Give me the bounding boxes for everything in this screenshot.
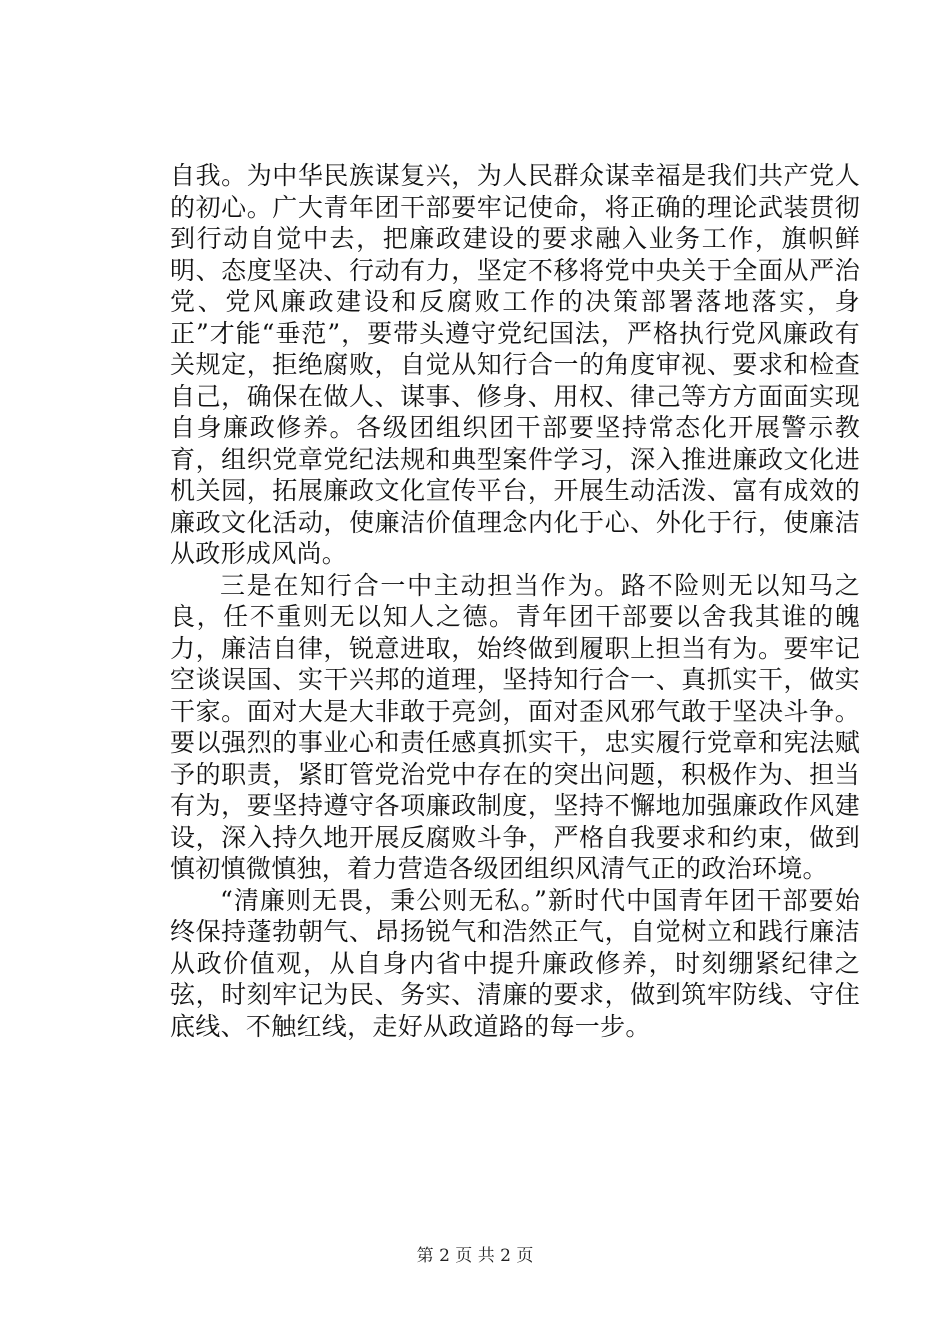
page-footer: 第 2 页 共 2 页 xyxy=(416,1246,534,1266)
paragraph-continuation: 自我。为中华民族谋复兴，为人民群众谋幸福是我们共产党人的初心。广大青年团干部要牢记使命，将正确的理论武装贯彻到行动自觉中去，把廉政建设的要求融入业务工作，旗帜鲜明、态度坚决、行动有力，坚定不移将党中央关于全面从严治党、党风廉政建设和反腐败工作的决策部署落地落实，身正”才能“垂范”，要带头遵守党纪国法，严格执行党风廉政有关规定，拒绝腐败，自觉从知行合一的角度审视、要求和检查自己，确保在做人、谋事、修身、用权、律己等方方面面实现自身廉政修养。各级团组织团干部要坚持常态化开展警示教育，组织党章党纪法规和典型案件学习，深入推进廉政文化进机关园，拓展廉政文化宣传平台，开展生动活泼、富有成效的廉政文化活动，使廉洁价值理念内化于心、外化于行，使廉洁从政形成风尚。 xyxy=(170,161,860,568)
paragraph-conclusion: “清廉则无畏，秉公则无私。”新时代中国青年团干部要始终保持蓬勃朝气、昂扬锐气和浩然正气，自觉树立和践行廉洁从政价值观，从自身内省中提升廉政修养，时刻绷紧纪律之弦，时刻牢记为民、务实、清廉的要求，做到筑牢防线、守住底线、不触红线，走好从政道路的每一步。 xyxy=(170,885,860,1041)
paragraph-third-point: 三是在知行合一中主动担当作为。路不险则无以知马之良，任不重则无以知人之德。青年团干部要以舍我其谁的魄力，廉洁自律，锐意进取，始终做到履职上担当有为。要牢记空谈误国、实干兴邦的道理，坚持知行合一、真抓实干，做实干家。面对大是大非敢于亮剑，面对歪风邪气敢于坚决斗争。要以强烈的事业心和责任感真抓实干，忠实履行党章和宪法赋予的职责，紧盯管党治党中存在的突出问题，积极作为、担当有为，要坚持遵守各项廉政制度，坚持不懈地加强廉政作风建设，深入持久地开展反腐败斗争，严格自我要求和约束，做到慎初慎微慎独，着力营造各级团组织风清气正的政治环境。 xyxy=(170,570,860,883)
body-text xyxy=(170,160,860,1042)
